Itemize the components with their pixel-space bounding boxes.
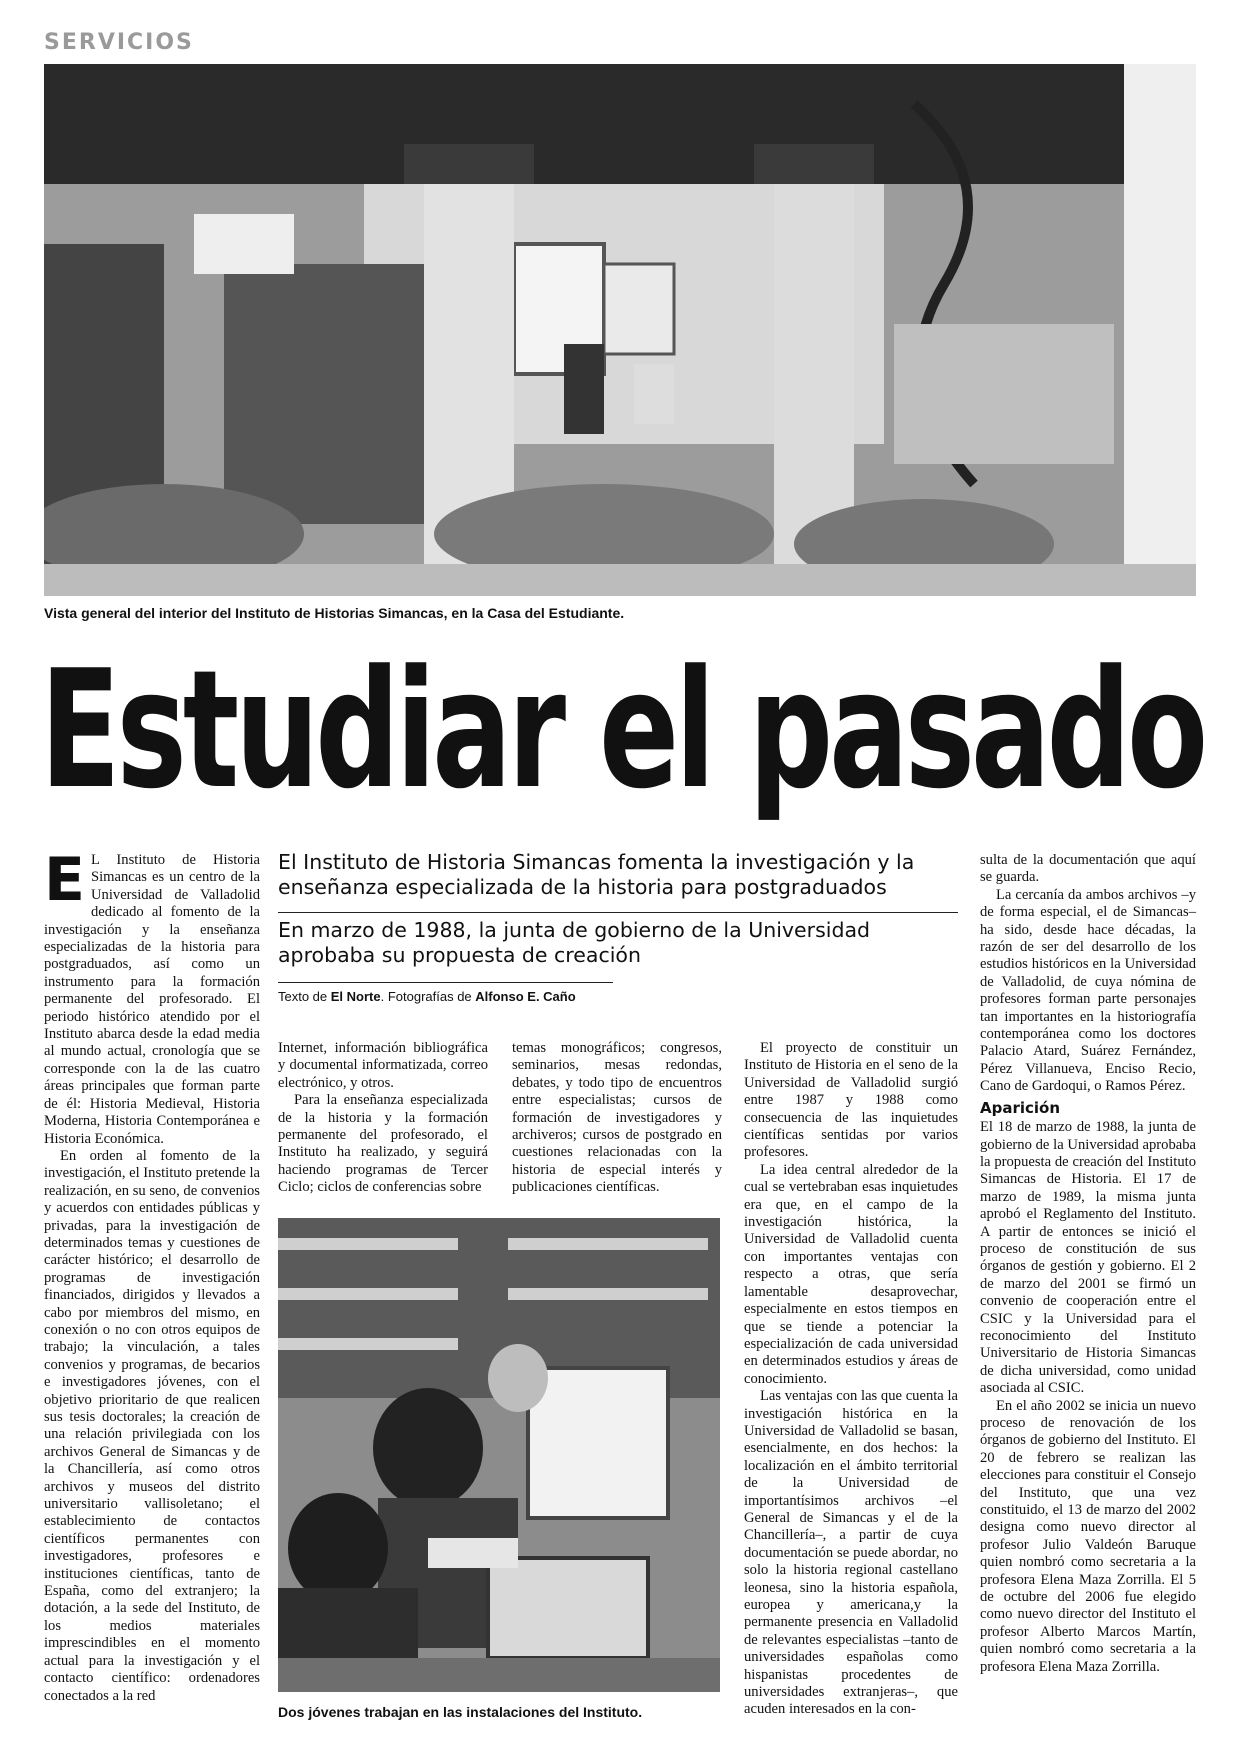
students-photo: [278, 1218, 720, 1692]
column-1: [44, 845, 261, 1705]
column-5: [980, 852, 1196, 1676]
byline: [278, 989, 678, 1004]
col4-paragraph-3: Las ventajas con las que cuenta la investigación histórica en la Universidad de Valladolid se basan, esencialmente, en dos hechos: la localización en el ámbito territorial de la Universidad de importantísimos archivos –el General de Simancas y el de la Chancillería–, a partir de cuya documentación se puede abordar, no solo la historia regional castellano leonesa, sino la historia española, europea y americana,y la permanente presencia en Valladolid de relevantes especialistas –tanto de universidades españolas como hispanistas procedentes de universidades extranjeras–, que acuden interesados en la con-: [744, 1388, 958, 1718]
col5-paragraph-3: El 18 de marzo de 1988, la junta de gobierno de la Universidad aprobaba la propuesta de creación del Instituto Simancas de Historia. El 17 de marzo de 1989, la misma junta aprobó el Reglamento del Instituto. A partir de entonces se inició el proceso de constitución de sus órganos de gestión y gobierno. El 2 de marzo del 2001 se firmó un convenio de cooperación entre el CSIC y la Universidad para el reconocimiento del Instituto Universitario de Historia Simancas de dicha universidad, como unidad asociada al CSIC.: [980, 1119, 1196, 1397]
col1-paragraph-1: L Instituto de Historia Simancas es un centro de la Universidad de Valladolid dedicado al fomento de la investigación y la enseñanza especializadas de la historia para postgraduados, así como un instrumento para la formación permanente del profesorado. El periodo histórico atendido por el Instituto abarca desde la edad media al mundo actual, cronología que se corresponde con la de las cuatro áreas principales que forman parte de él: Historia Medieval, Historia Moderna, Historia Contemporánea e Historia Económica.: [44, 852, 260, 1147]
col5-paragraph-1: sulta de la documentación que aquí se guarda.: [980, 852, 1196, 886]
deck-rule: [278, 912, 958, 913]
interior-photo: [44, 64, 1196, 596]
col5-paragraph-4: En el año 2002 se inicia un nuevo proceso de renovación de los órganos de gobierno del Instituto. El 20 de febrero se realizan las elecciones para constituir el Consejo del Instituto, que una vez constituido, el 13 de marzo del 2002 designa como nuevo director al profesor Julio Valdeón Baruque quien nombró como secretaria a la profesora Elena Maza Zorrilla. El 5 de octubre del 2006 fue elegido como nuevo director del Instituto el profesor Alberto Marcos Martín, quien nombró como secretaria a la profesora Elena Maza Zorrilla.: [980, 1397, 1196, 1675]
deck-primary: El Instituto de Historia Simancas fomenta la investigación y la enseñanza especializada de la historia para postgraduados: [278, 850, 915, 899]
byline-text-author: El Norte: [330, 989, 381, 1004]
col4-paragraph-1: El proyecto de constituir un Instituto de Historia en el seno de la Universidad de Valladolid surgió entre 1987 y 1988 como consecuencia de las inquietudes científicas sentidas por varios profesores.: [744, 1040, 958, 1161]
col3-paragraph-1: temas monográficos; congresos, seminarios, mesas redondas, debates, y todo tipo de encuentros entre especialistas; cursos de formación de investigadores y archiveros; cursos de postgrado en cuestiones relacionadas con la historia de especial interés y publicaciones científicas.: [512, 1040, 722, 1196]
col4-paragraph-2: La idea central alrededor de la cual se vertebraban esas inquietudes era que, en el campo de la investigación histórica, la Universidad de Valladolid cuenta con importantes ventajas con respecto a otras, que sería lamentable desaprovechar, especialmente en estos tiempos en que se tiende a potenciar la especialización de cada universidad en determinados estudios y áreas de conocimiento.: [744, 1161, 958, 1387]
bottom-photo-caption: Dos jóvenes trabajan en las instalaciones del Instituto.: [278, 1704, 643, 1720]
students-photo-illustration: [278, 1218, 720, 1692]
subhead-aparicion: Aparición: [980, 1098, 1061, 1117]
col2-paragraph-2: Para la enseñanza especializada de la historia y la formación permanente del profesorado, el Instituto ha realizado, y seguirá haciendo programas de Tercer Ciclo; ciclos de conferencias sobre: [278, 1092, 488, 1196]
byline-photo-author: Alfonso E. Caño: [475, 989, 576, 1004]
col1-paragraph-2: En orden al fomento de la investigación, el Instituto pretende la realización, en su seno, de convenios y acuerdos con entidades públicas y privadas, para la investigación de determinados temas y cuestiones de carácter histórico; el desarrollo de programas de investigación financiados, dirigidos y llevados a cabo por miembros del mismo, en conexión o no con otros equipos de trabajo; la vinculación, a tales convenios y programas, de becarios e investigadores jóvenes, con el objetivo prioritario de que realicen sus tesis doctorales; la creación de una relación privilegiada con los archivos General de Simancas y de la Chancillería, así como otros archivos y museos del distrito universitario vallisoletano; el establecimiento de contactos científicos permanentes con investigadores, profesores e instituciones científicas, tanto de España, como del extranjero; la dotación, a la sede del Instituto, de los medios materiales imprescindibles en el momento actual para la investigación y el contacto científico: ordenadores conectados a la red: [44, 1147, 261, 1704]
dropcap: E: [44, 845, 85, 915]
col2-paragraph-1: Internet, información bibliográfica y documental informatizada, correo electrónico, y otros.: [278, 1040, 488, 1091]
deck-secondary: En marzo de 1988, la junta de gobierno de la Universidad aprobaba su propuesta de creación: [278, 918, 871, 967]
interior-photo-illustration: [44, 64, 1196, 596]
column-2: [278, 1040, 488, 1197]
col5-paragraph-2: La cercanía da ambos archivos –y de forma especial, el de Simancas– ha sido, desde hace décadas, la razón de ser del desarrollo de los estudios históricos en la Universidad de Valladolid, de cuya nómina de profesores forman parte personajes tan importantes en la historiografía contemporánea como los doctores Palacio Atard, Suárez Fernández, Pérez Villanueva, Enciso Recio, Cano de Gardoqui, o Ramos Pérez.: [980, 886, 1196, 1095]
column-3: [512, 1040, 722, 1197]
column-4: [744, 1040, 958, 1719]
byline-photo-prefix: . Fotografías de: [380, 989, 476, 1004]
byline-text-prefix: Texto de: [278, 989, 331, 1004]
credit-rule: [278, 982, 613, 983]
section-label: SERVICIOS: [44, 30, 194, 55]
headline: Estudiar el pasado: [40, 634, 1205, 825]
top-photo-caption: Vista general del interior del Instituto de Historias Simancas, en la Casa del Estudiante.: [44, 605, 625, 621]
